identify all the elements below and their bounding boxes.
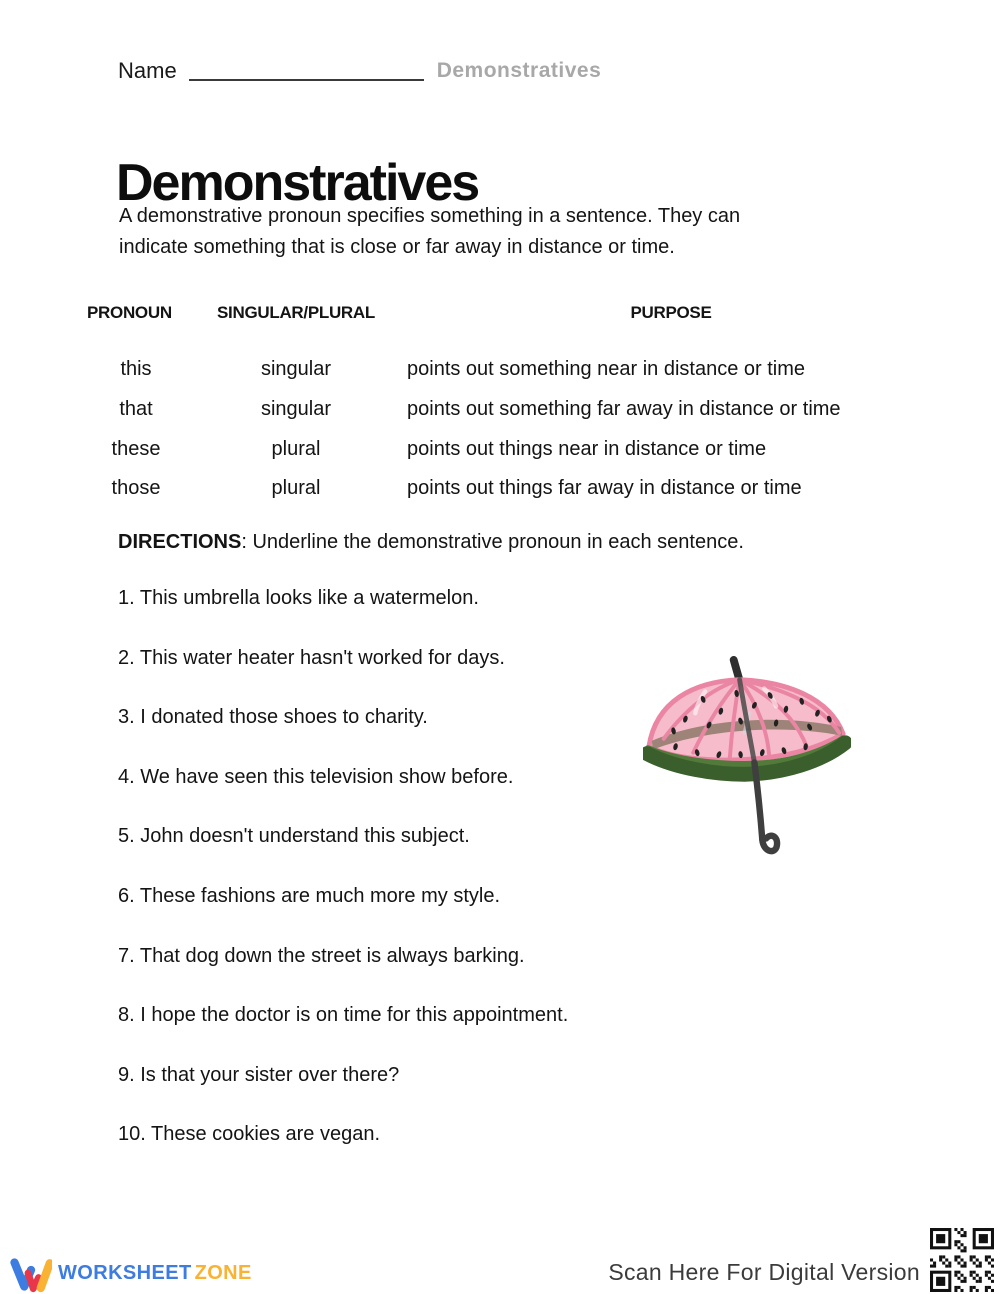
sentence-item: 9. Is that your sister over there? xyxy=(118,1063,400,1086)
cell-purpose: points out something near in distance or time xyxy=(407,358,805,381)
sentence-item: 5. John doesn't understand this subject. xyxy=(118,825,470,848)
column-header-purpose: PURPOSE xyxy=(630,303,712,322)
intro-paragraph xyxy=(119,201,740,263)
sentence-item: 6. These fashions are much more my style. xyxy=(118,884,501,907)
sentence-item: 1. This umbrella looks like a watermelon. xyxy=(118,587,479,609)
worksheet-zone-logo xyxy=(10,1252,252,1294)
name-blank-line xyxy=(189,59,424,81)
table-row xyxy=(87,469,937,509)
qr-code-icon xyxy=(930,1228,994,1292)
table-header-row xyxy=(87,303,937,323)
page-title: Demonstratives xyxy=(116,153,479,212)
intro-line-2: indicate something that is close or far away in distance or time. xyxy=(119,236,675,258)
pronoun-table xyxy=(87,303,937,509)
cell-pronoun: these xyxy=(111,437,161,460)
sentence-item: 3. I donated those shoes to charity. xyxy=(118,706,428,729)
table-row xyxy=(87,350,937,390)
cell-number: plural xyxy=(271,437,321,460)
worksheet-tag: Demonstratives xyxy=(436,59,602,82)
cell-purpose: points out something far away in distance or time xyxy=(407,398,841,421)
worksheet-zone-logo-icon xyxy=(10,1252,52,1294)
sentence-item: 2. This water heater hasn't worked for days. xyxy=(118,646,505,669)
sentence-item: 4. We have seen this television show before. xyxy=(118,765,514,788)
directions-label: DIRECTIONS xyxy=(118,531,242,553)
column-header-pronoun: PRONOUN xyxy=(87,303,172,322)
sentence-item: 10. These cookies are vegan. xyxy=(118,1123,381,1146)
cell-pronoun: this xyxy=(120,358,152,381)
cell-pronoun: those xyxy=(111,477,161,500)
name-row xyxy=(118,58,601,84)
watermelon-umbrella-illustration xyxy=(643,656,851,868)
logo-text-worksheet: WORKSHEET xyxy=(58,1261,192,1284)
cell-pronoun: that xyxy=(119,398,153,421)
name-label: Name xyxy=(118,58,177,83)
logo-wordmark xyxy=(58,1262,252,1285)
logo-text-zone: ZONE xyxy=(194,1261,252,1284)
scan-here-text: Scan Here For Digital Version xyxy=(608,1259,920,1285)
sentence-item: 7. That dog down the street is always barking. xyxy=(118,944,525,967)
table-row xyxy=(87,390,937,430)
directions xyxy=(118,531,744,554)
cell-purpose: points out things far away in distance or time xyxy=(407,477,802,500)
cell-number: singular xyxy=(260,358,332,381)
table-body xyxy=(87,350,937,509)
cell-purpose: points out things near in distance or time xyxy=(407,437,767,460)
sentence-item: 8. I hope the doctor is on time for this appointment. xyxy=(118,1004,569,1027)
cell-number: singular xyxy=(260,398,332,421)
intro-line-1: A demonstrative pronoun specifies something in a sentence. They can xyxy=(119,205,741,227)
sentence-list xyxy=(118,588,568,1184)
table-row xyxy=(87,429,937,469)
footer-scan-area xyxy=(608,1228,994,1292)
directions-text: : Underline the demonstrative pronoun in each sentence. xyxy=(241,531,744,553)
cell-number: plural xyxy=(271,477,321,500)
column-header-singular-plural: SINGULAR/PLURAL xyxy=(217,303,375,322)
